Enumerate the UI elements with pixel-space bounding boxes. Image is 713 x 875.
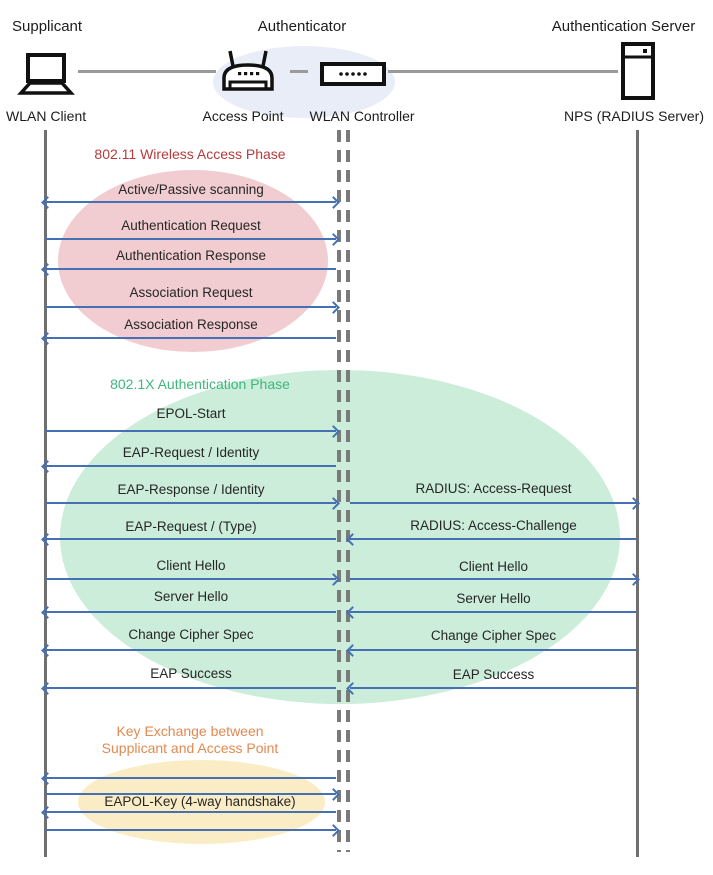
message-arrow-right — [45, 502, 336, 504]
message-arrow-left — [45, 687, 336, 689]
message-label: Active/Passive scanning — [118, 182, 264, 197]
message-label: Client Hello — [156, 558, 226, 573]
message-arrow-both — [45, 201, 336, 203]
message-arrow-right — [350, 578, 636, 580]
role-supplicant: Supplicant — [12, 18, 83, 35]
message-arrow-right — [45, 578, 336, 580]
message-arrow-left — [45, 465, 336, 467]
message-label: EAP Success — [150, 666, 232, 681]
message-label: EAP-Request / Identity — [122, 445, 260, 460]
message-label: EAP Success — [452, 667, 535, 682]
message-arrow-left — [45, 337, 336, 339]
message-label: Server Hello — [153, 589, 229, 604]
server-icon — [620, 42, 656, 105]
message-label: Change Cipher Spec — [430, 628, 557, 643]
message-label: EAP-Request / (Type) — [125, 519, 257, 534]
handshake-arrow-1-left — [45, 777, 336, 779]
message-label: Client Hello — [458, 559, 529, 574]
role-authentication-server: Authentication Server — [551, 18, 696, 35]
device-label-access-point: Access Point — [202, 108, 284, 124]
phase2-title: 802.1X Authentication Phase — [110, 376, 290, 392]
device-label-wlan-controller: WLAN Controller — [309, 108, 415, 124]
message-label: EAP-Response / Identity — [117, 482, 265, 497]
message-label: Authentication Request — [121, 218, 261, 233]
message-label: EPOL-Start — [156, 406, 226, 421]
message-arrow-right — [45, 430, 336, 432]
connector-client-ap — [78, 70, 216, 73]
message-arrow-left — [350, 538, 636, 540]
message-label: Change Cipher Spec — [128, 627, 254, 642]
message-arrow-left — [45, 538, 336, 540]
message-arrow-right — [45, 306, 336, 308]
handshake-arrow-4-right — [45, 829, 336, 831]
message-label: RADIUS: Access-Request — [415, 481, 572, 496]
message-arrow-left — [350, 649, 636, 651]
phase3-title-line2: Supplicant and Access Point — [101, 740, 279, 756]
message-arrow-left — [350, 687, 636, 689]
laptop-icon — [16, 52, 76, 103]
message-label: Association Request — [129, 285, 253, 300]
message-arrow-left — [350, 611, 636, 613]
message-arrow-left — [45, 649, 336, 651]
message-label: Server Hello — [456, 591, 531, 606]
role-authenticator: Authenticator — [257, 18, 347, 35]
message-arrow-left — [45, 611, 336, 613]
connector-controller-server — [388, 70, 618, 73]
device-label-wlan-client: WLAN Client — [6, 108, 87, 124]
handshake-arrow-3-left — [45, 811, 336, 813]
access-point-icon — [219, 48, 277, 99]
device-label-nps-radius-server: NPS (RADIUS Server) — [563, 108, 705, 124]
message-label: Authentication Response — [115, 248, 267, 263]
phase1-title: 802.11 Wireless Access Phase — [94, 146, 286, 162]
message-label: EAPOL-Key (4-way handshake) — [104, 794, 296, 809]
phase3-title-line1: Key Exchange between — [116, 723, 264, 739]
message-label: RADIUS: Access-Challenge — [410, 518, 577, 533]
message-arrow-right — [45, 238, 336, 240]
connector-ap-controller — [290, 70, 308, 73]
wlan-controller-icon — [320, 62, 386, 91]
message-label: Association Response — [124, 317, 258, 332]
message-arrow-right — [350, 502, 636, 504]
message-arrow-left — [45, 268, 336, 270]
